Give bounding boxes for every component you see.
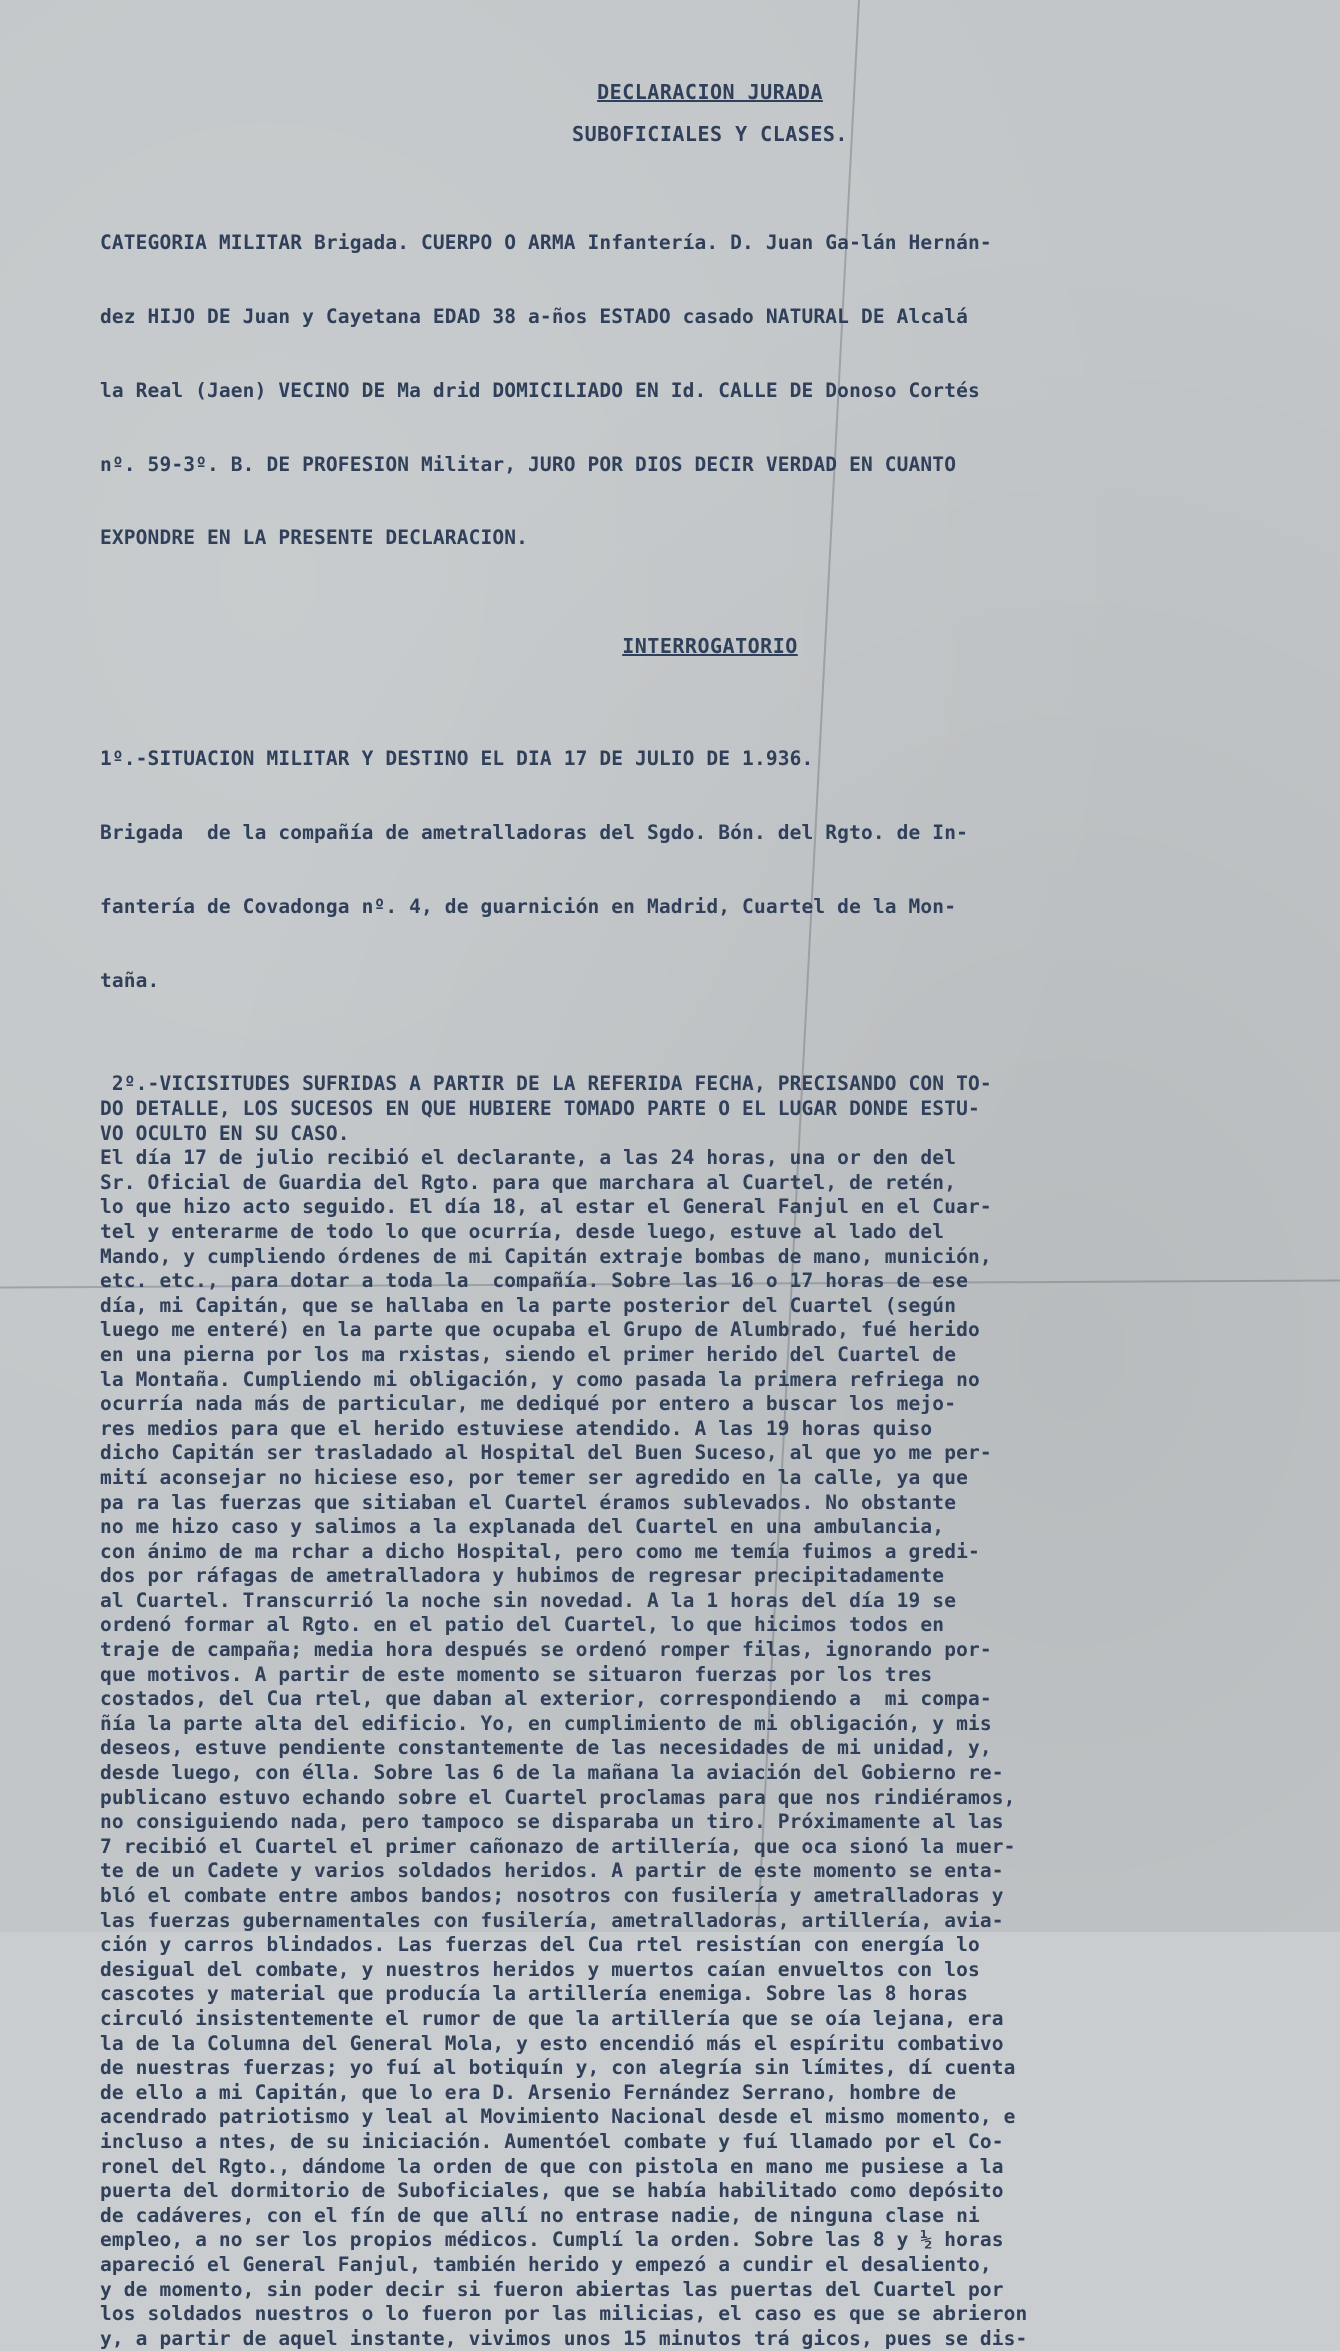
text-line: y, a partir de aquel instante, vivimos unos 15 minutos trá gicos, pues se dis-	[100, 2326, 1028, 2350]
text-line: nº. 59-3º. B. DE PROFESION Militar, JURO POR DIOS DECIR VERDAD EN CUANTO	[100, 452, 957, 476]
text-line: luego me enteré) en la parte que ocupaba el Grupo de Alumbrado, fué herido	[100, 1318, 980, 1342]
text-line: bló el combate entre ambos bandos; nosotros con fusilería y ametralladoras y	[100, 1884, 1004, 1907]
text-line: dez HIJO DE Juan y Cayetana EDAD 38 a-ños ESTADO casado NATURAL DE Alcalá	[100, 304, 968, 328]
document-title: DECLARACION JURADA	[597, 80, 823, 104]
text-line: que motivos. A partir de este momento se situaron fuerzas por los tres	[100, 1662, 933, 1686]
text-line: no me hizo caso y salimos a la explanada del Cuartel en una ambulancia,	[100, 1515, 945, 1539]
text-line: Mando, y cumpliendo órdenes de mi Capitán extraje bombas de mano, munición,	[100, 1244, 992, 1268]
text-line: la de la Columna del General Mola, y esto encendió más el espíritu combativo	[100, 2031, 1004, 2055]
text-line: lo que hizo acto seguido. El día 18, al estar el General Fanjul en el Cuar-	[100, 1195, 992, 1219]
question-2-paragraph	[100, 1072, 1260, 2351]
text-line: y de momento, sin poder decir si fueron abiertas las puertas del Cuartel por	[100, 2277, 1004, 2301]
text-line: desde luego, con élla. Sobre las 6 de la mañana la aviación del Gobierno re-	[100, 1761, 1004, 1785]
text-line: dos por ráfagas de ametralladora y hubimos de regresar precipitadamente	[100, 1564, 945, 1588]
text-line: DO DETALLE, LOS SUCESOS EN QUE HUBIERE TOMADO PARTE O EL LUGAR DONDE ESTU-	[100, 1097, 980, 1120]
text-line: VO OCULTO EN SU CASO.	[100, 1121, 350, 1145]
text-line: El día 17 de julio recibió el declarante, a las 24 horas, una or den del	[100, 1146, 957, 1170]
text-line: acendrado patriotismo y leal al Movimiento Nacional desde el mismo momento, e	[100, 2105, 1016, 2129]
text-line: dicho Capitán ser trasladado al Hospital del Buen Suceso, al que yo me per-	[100, 1441, 992, 1465]
text-line: traje de campaña; media hora después se ordenó romper filas, ignorando por-	[100, 1638, 992, 1662]
text-line: fantería de Covadonga nº. 4, de guarnición en Madrid, Cuartel de la Mon-	[100, 894, 957, 918]
question-1-paragraph	[100, 698, 1260, 1042]
text-line: mití aconsejar no hiciese eso, por temer ser agredido en la calle, ya que	[100, 1465, 968, 1489]
document-subtitle: SUBOFICIALES Y CLASES.	[572, 122, 848, 146]
text-line: de ello a mi Capitán, que lo era D. Arsenio Fernández Serrano, hombre de	[100, 2080, 957, 2104]
text-line: 2º.-VICISITUDES SUFRIDAS A PARTIR DE LA REFERIDA FECHA, PRECISANDO CON TO-	[100, 1072, 992, 1096]
text-line: día, mi Capitán, que se hallaba en la parte posterior del Cuartel (según	[100, 1293, 957, 1317]
text-line: EXPONDRE EN LA PRESENTE DECLARACION.	[100, 526, 529, 550]
text-line: etc. etc., para dotar a toda la compañía. Sobre las 16 o 17 horas de ese	[100, 1269, 968, 1293]
text-line: ción y carros blindados. Las fuerzas del Cua rtel resistían con energía lo	[100, 1933, 980, 1957]
text-line: incluso a ntes, de su iniciación. Aumentóel combate y fuí llamado por el Co-	[100, 2129, 1004, 2153]
text-line: publicano estuvo echando sobre el Cuartel proclamas para que nos rindiéramos,	[100, 1785, 1016, 1809]
text-line: ñía la parte alta del edificio. Yo, en cumplimiento de mi obligación, y mis	[100, 1711, 992, 1735]
text-line: res medios para que el herido estuviese atendido. A las 19 horas quiso	[100, 1416, 933, 1440]
text-line: las fuerzas gubernamentales con fusilería, ametralladoras, artillería, avia-	[100, 1908, 1004, 1932]
text-line: de nuestras fuerzas; yo fuí al botiquín y, con alegría sin límites, dí cuenta	[100, 2056, 1016, 2080]
text-line: ocurría nada más de particular, me dediqué por entero a buscar los mejo-	[100, 1392, 957, 1416]
text-line: desigual del combate, y nuestros heridos y muertos caían envueltos con los	[100, 1957, 980, 1981]
document-content	[100, 80, 1260, 2351]
text-line: apareció el General Fanjul, también herido y empezó a cundir el desaliento,	[100, 2252, 992, 2276]
text-line: Brigada de la compañía de ametralladoras del Sgdo. Bón. del Rgto. de In-	[100, 821, 968, 845]
text-line: en una pierna por los ma rxistas, siendo el primer herido del Cuartel de	[100, 1342, 957, 1366]
text-line: empleo, a no ser los propios médicos. Cumplí la orden. Sobre las 8 y ½ horas	[100, 2228, 1004, 2252]
text-line: cascotes y material que producía la artillería enemiga. Sobre las 8 horas	[100, 1982, 968, 2006]
text-line: con ánimo de ma rchar a dicho Hospital, pero como me temía fuimos a gredi-	[100, 1539, 980, 1563]
text-line: te de un Cadete y varios soldados heridos. A partir de este momento se enta-	[100, 1859, 1004, 1883]
text-line: taña.	[100, 968, 160, 992]
text-line: circuló insistentemente el rumor de que la artillería que se oía lejana, era	[100, 2006, 1004, 2030]
text-line: la Montaña. Cumpliendo mi obligación, y como pasada la primera refriega no	[100, 1367, 980, 1391]
text-line: 1º.-SITUACION MILITAR Y DESTINO EL DIA 17 DE JULIO DE 1.936.	[100, 747, 814, 771]
text-line: ordenó formar al Rgto. en el patio del Cuartel, lo que hicimos todos en	[100, 1613, 945, 1637]
text-line: CATEGORIA MILITAR Brigada. CUERPO O ARMA Infantería. D. Juan Ga-lán Hernán-	[100, 231, 992, 255]
text-line: costados, del Cua rtel, que daban al exterior, correspondiendo a mi compa-	[100, 1687, 992, 1711]
text-line: puerta del dormitorio de Suboficiales, que se había habilitado como depósito	[100, 2179, 1004, 2203]
text-line: al Cuartel. Transcurrió la noche sin novedad. A la 1 horas del día 19 se	[100, 1588, 957, 1612]
text-line: 7 recibió el Cuartel el primer cañonazo de artillería, que oca sionó la muer-	[100, 1834, 1016, 1858]
text-line: no consiguiendo nada, pero tampoco se disparaba un tiro. Próximamente al las	[100, 1810, 1004, 1834]
text-line: ronel del Rgto., dándome la orden de que con pistola en mano me pusiese a la	[100, 2154, 1004, 2178]
text-line: deseos, estuve pendiente constantemente de las necesidades de mi unidad, y,	[100, 1736, 992, 1760]
text-line: tel y enterarme de todo lo que ocurría, desde luego, estuve al lado del	[100, 1219, 945, 1243]
header-paragraph	[100, 182, 1260, 600]
text-line: Sr. Oficial de Guardia del Rgto. para que marchara al Cuartel, de retén,	[100, 1170, 957, 1194]
text-line: de cadáveres, con el fín de que allí no entrase nadie, de ninguna clase ni	[100, 2203, 980, 2227]
text-line: la Real (Jaen) VECINO DE Ma drid DOMICILIADO EN Id. CALLE DE Donoso Cortés	[100, 378, 980, 402]
section-title: INTERROGATORIO	[622, 634, 798, 659]
text-line: pa ra las fuerzas que sitiaban el Cuartel éramos sublevados. No obstante	[100, 1490, 957, 1514]
text-line: los soldados nuestros o lo fueron por las milicias, el caso es que se abrieron	[100, 2302, 1028, 2326]
